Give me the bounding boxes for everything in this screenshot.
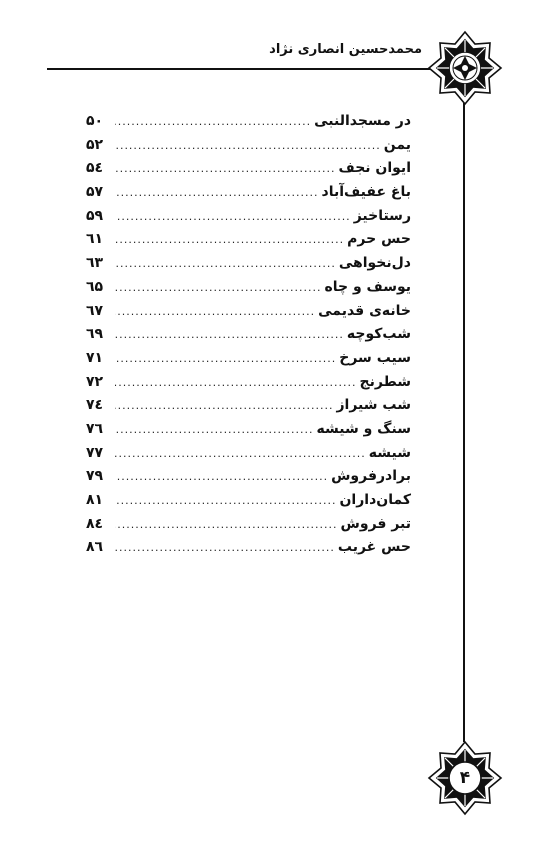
toc-entry-title: حس غریب	[337, 539, 411, 556]
toc-entry-page: ۵۰	[86, 113, 104, 129]
toc-leader	[115, 376, 357, 389]
toc-entry-page: ۵۹	[86, 207, 104, 224]
toc-leader	[115, 305, 315, 318]
toc-entry[interactable]	[86, 326, 411, 350]
toc-entry[interactable]	[86, 492, 411, 516]
toc-entry[interactable]	[86, 184, 411, 208]
toc-entry[interactable]	[86, 279, 411, 303]
toc-entry[interactable]	[86, 421, 411, 445]
margin-rule	[463, 100, 465, 742]
toc-leader	[115, 352, 336, 365]
toc-entry-page: ۸٦	[86, 539, 104, 556]
toc-entry-page: ۷۷	[86, 444, 104, 461]
toc-entry-title: شیشه	[368, 444, 411, 461]
toc-entry-page: ۵٤	[86, 160, 104, 177]
toc-leader	[115, 162, 336, 175]
toc-entry[interactable]	[86, 445, 411, 469]
toc-entry-page: ٦۳	[86, 255, 104, 272]
toc-leader	[115, 447, 366, 460]
toc-leader	[115, 210, 351, 223]
toc-entry-title: برادرفروش	[331, 468, 411, 485]
toc-entry-page: ٦۱	[86, 231, 104, 248]
toc-entry-page: ۷٤	[86, 397, 104, 414]
toc-entry-page: ۵۷	[86, 184, 104, 201]
toc-entry[interactable]	[86, 374, 411, 398]
toc-entry-page: ۸٤	[86, 515, 104, 532]
toc-leader	[115, 470, 328, 483]
toc-leader	[115, 281, 321, 294]
toc-leader	[115, 541, 335, 554]
toc-entry-title: شب‌کوچه	[346, 326, 411, 343]
toc-entry-page: ٦۵	[86, 278, 104, 295]
toc-leader	[115, 423, 314, 436]
toc-leader	[115, 257, 336, 270]
toc-leader	[115, 328, 344, 341]
toc-entry-page: ۷۹	[86, 468, 104, 485]
toc-leader	[115, 139, 381, 152]
toc-entry-title: شطرنج	[359, 373, 411, 390]
toc-entry[interactable]	[86, 539, 411, 563]
toc-entry-title: رستاخیز	[353, 207, 411, 224]
toc-entry-title: باغ عفیف‌آباد	[321, 184, 411, 201]
toc-entry-title: کمان‌داران	[339, 492, 411, 508]
toc-leader	[115, 494, 336, 507]
ornament-top-icon	[425, 28, 505, 108]
toc-entry[interactable]	[86, 255, 411, 279]
toc-entry[interactable]	[86, 137, 411, 161]
toc-entry-title: سیب سرخ	[339, 349, 411, 366]
toc-entry-title: ایوان نجف	[338, 160, 411, 177]
toc-entry-title: در مسجدالنبی	[314, 113, 411, 129]
toc-entry-page: ۷٦	[86, 420, 104, 437]
toc-entry-title: حس حرم	[347, 231, 411, 248]
toc-entry-page: ٦۹	[86, 326, 104, 343]
toc-leader	[115, 186, 319, 199]
header-rule	[47, 68, 433, 70]
toc-entry-page: ۵۲	[86, 136, 104, 153]
running-head-author: محمدحسین انصاری نژاد	[269, 42, 422, 57]
toc-entry[interactable]	[86, 468, 411, 492]
toc-entry[interactable]	[86, 397, 411, 421]
toc-leader	[115, 233, 344, 246]
toc-entry-page: ٦۷	[86, 302, 104, 319]
toc-entry-title: خانه‌ی قدیمی	[318, 302, 411, 319]
toc-leader	[115, 399, 333, 412]
toc-entry[interactable]	[86, 208, 411, 232]
toc-entry-title: دل‌نخواهی	[338, 255, 411, 272]
toc-entry-title: تبر فروش	[340, 515, 411, 532]
toc-entry-title: یوسف و چاه	[324, 278, 411, 295]
toc-entry[interactable]	[86, 160, 411, 184]
toc-entry-title: شب شیراز	[336, 397, 411, 414]
toc-entry[interactable]	[86, 113, 411, 137]
toc-entry[interactable]	[86, 516, 411, 540]
toc-entry-title: سنگ و شیشه	[316, 420, 411, 437]
toc-entry[interactable]	[86, 350, 411, 374]
toc-entry-title: یمن	[383, 136, 411, 153]
toc-leader	[115, 518, 338, 531]
toc-entry-page: ۷۱	[86, 349, 104, 366]
toc-leader	[115, 115, 311, 128]
page-number: ۴	[459, 768, 471, 788]
toc-entry[interactable]	[86, 231, 411, 255]
toc-entry[interactable]	[86, 303, 411, 327]
table-of-contents	[86, 113, 411, 563]
toc-entry-page: ۷۲	[86, 373, 104, 390]
toc-entry-page: ۸۱	[86, 492, 104, 508]
